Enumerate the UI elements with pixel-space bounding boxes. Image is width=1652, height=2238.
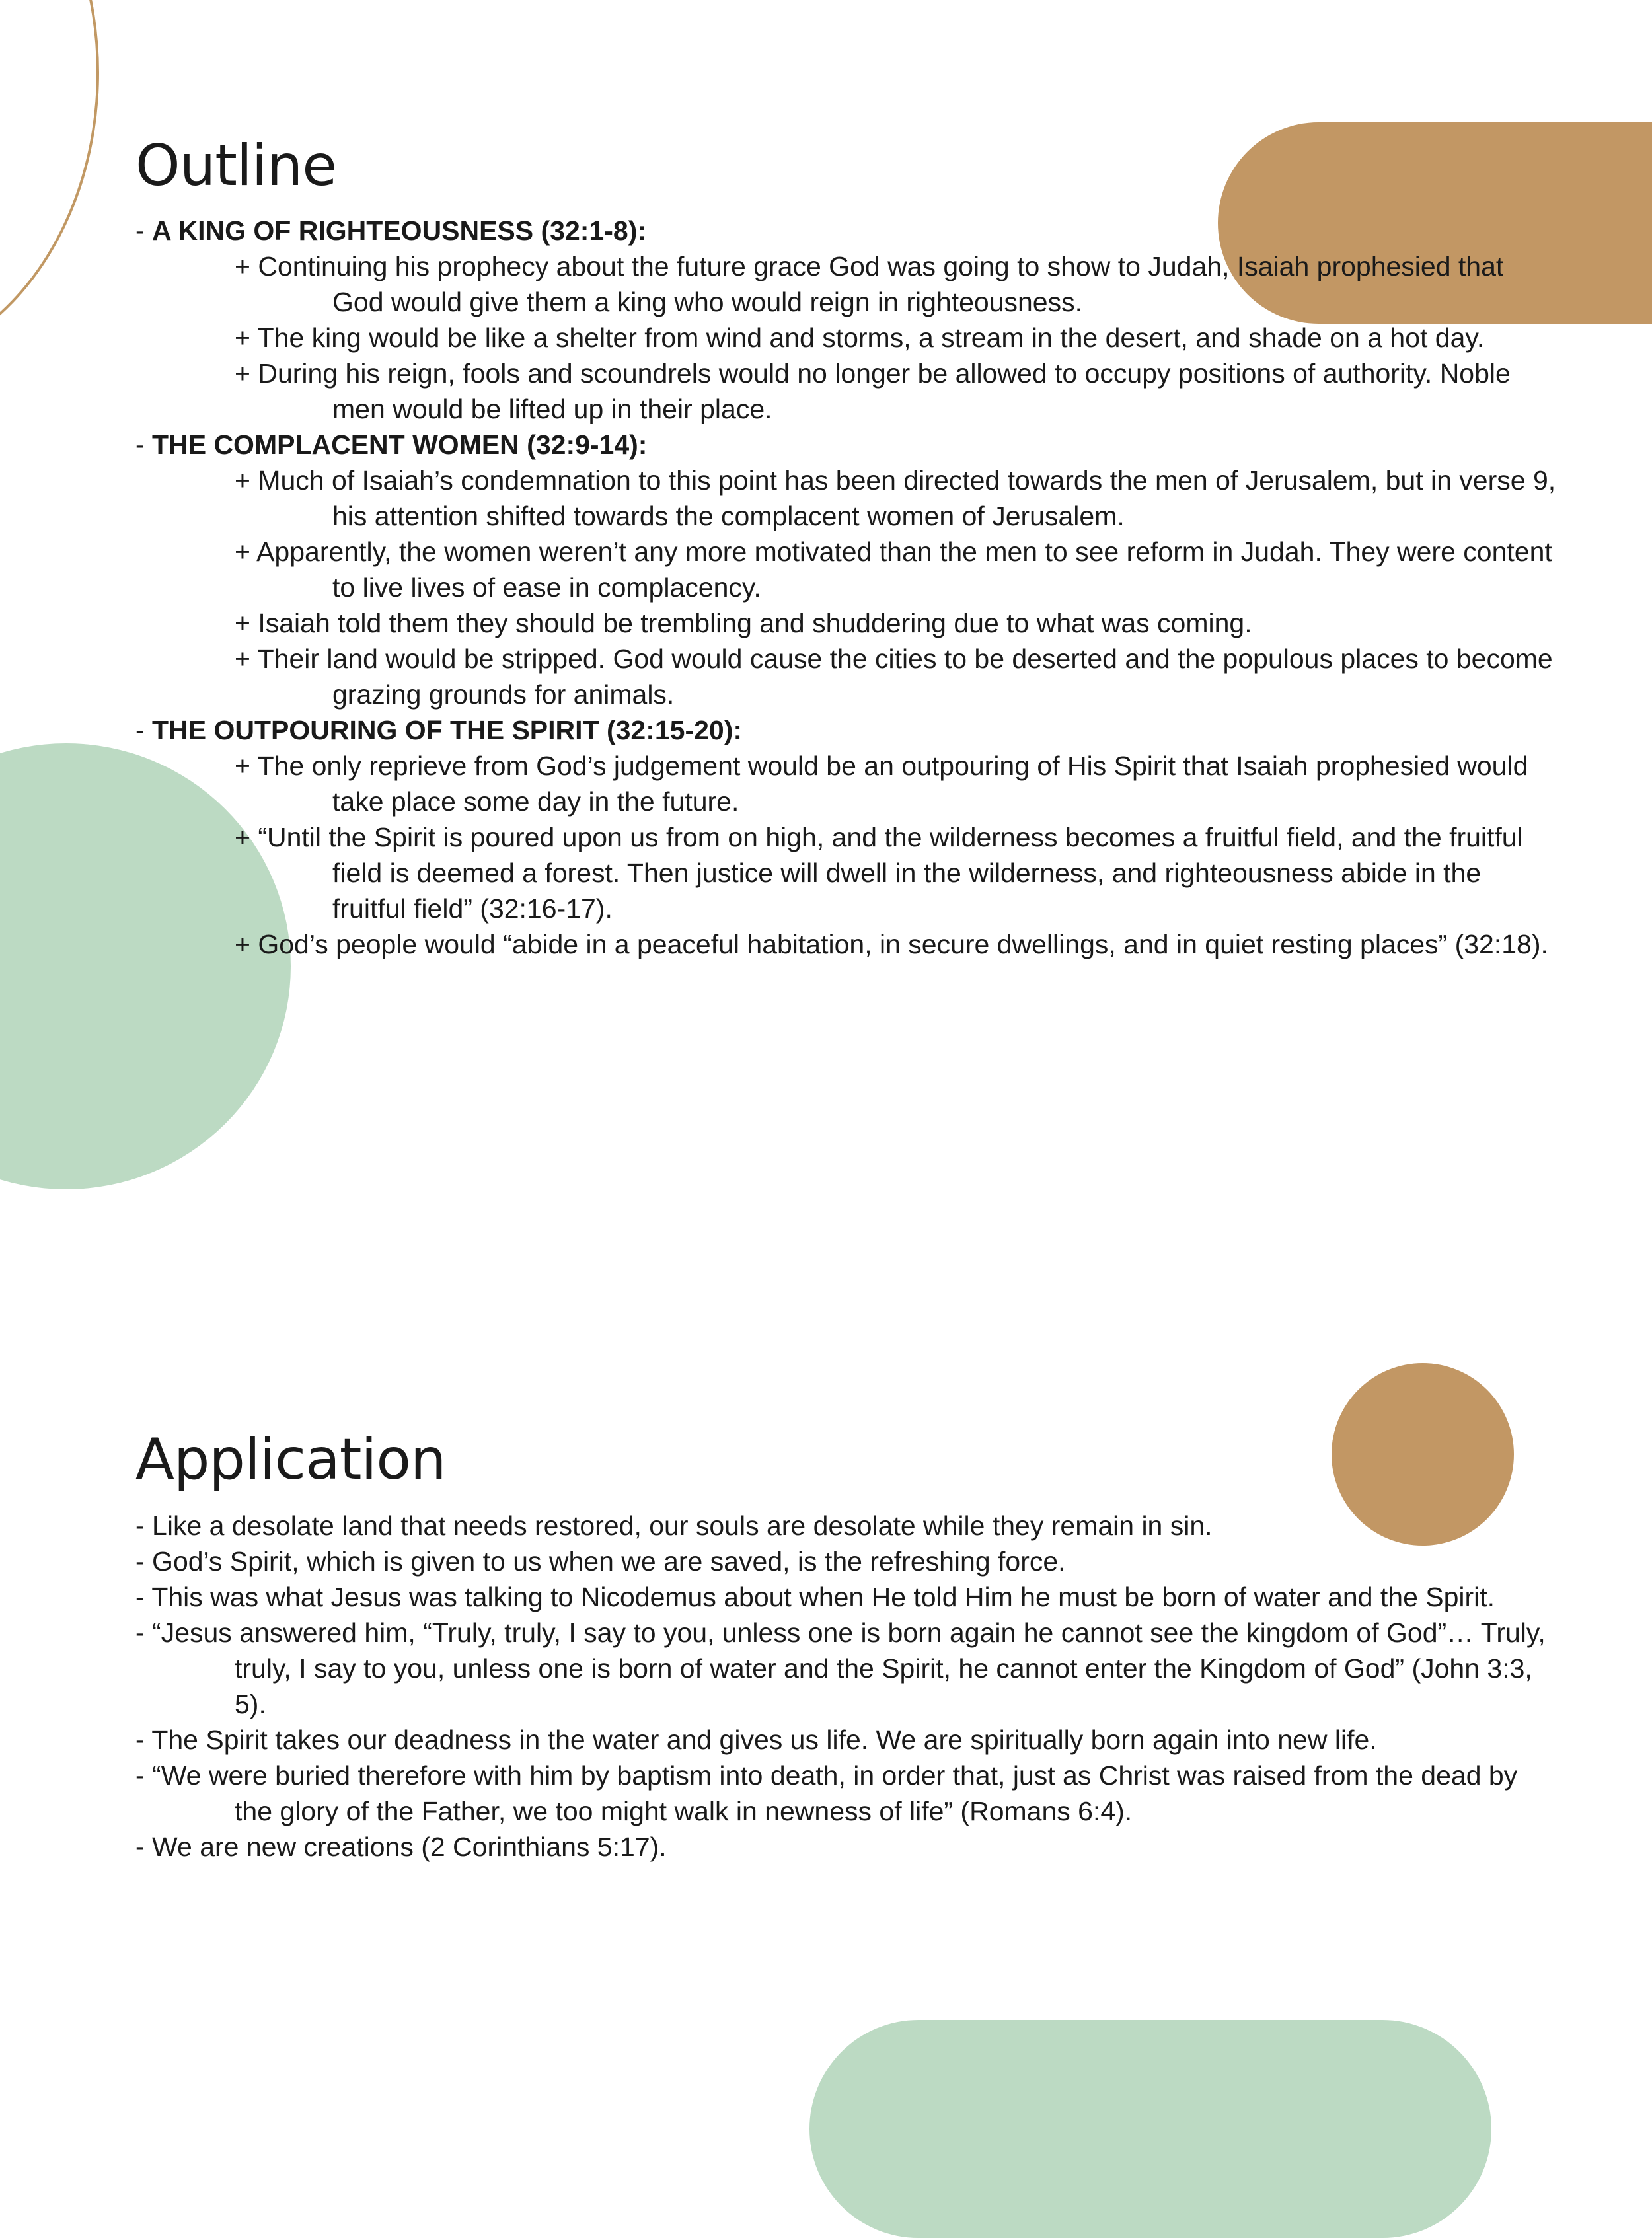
outline-point-text: During his reign, fools and scoundrels would no longer be allowed to occupy positions of authority. Noble men would be lifted up in their place. — [258, 358, 1511, 424]
dash-marker: - — [135, 1582, 152, 1612]
outline-heading-text: THE COMPLACENT WOMEN (32:9-14): — [152, 429, 648, 460]
outline-point — [235, 463, 1556, 534]
outline-point — [235, 248, 1556, 320]
application-body — [135, 1508, 1556, 1865]
outline-heading — [135, 712, 1556, 748]
outline-point — [235, 748, 1556, 819]
plus-marker: + — [235, 608, 258, 638]
outline-point — [235, 926, 1556, 962]
plus-marker: + — [235, 929, 258, 959]
outline-point-text: Their land would be stripped. God would cause the cities to be deserted and the populous places to become grazing grounds for animals. — [257, 644, 1553, 710]
application-item-text: “Jesus answered him, “Truly, truly, I say to you, unless one is born again he cannot see the kingdom of God”… Truly, truly, I say to you, unless one is born of water and the Spirit, he cannot enter the Kingdom of God” (John 3:3, 5). — [152, 1618, 1546, 1719]
application-item-text: “We were buried therefore with him by baptism into death, in order that, just as Christ was raised from the dead by the glory of the Father, we too might walk in newness of life” (Romans 6:4). — [152, 1760, 1518, 1826]
outline-point-text: Much of Isaiah’s condemnation to this point has been directed towards the men of Jerusalem, but in verse 9, his attention shifted towards the complacent women of Jerusalem. — [258, 465, 1556, 531]
dash-marker: - — [135, 215, 153, 246]
outline-point-text: The king would be like a shelter from wind and storms, a stream in the desert, and shade on a hot day. — [257, 322, 1485, 353]
decorative-pill-bottom — [809, 2020, 1491, 2238]
application-item-text: This was what Jesus was talking to Nicodemus about when He told Him he must be born of water and the Spirit. — [151, 1582, 1495, 1612]
plus-marker: + — [235, 537, 257, 567]
outline-heading — [135, 427, 1556, 463]
dash-marker: - — [135, 1546, 153, 1577]
outline-heading-text: THE OUTPOURING OF THE SPIRIT (32:15-20): — [152, 715, 743, 745]
outline-body — [135, 213, 1556, 962]
application-item — [135, 1508, 1556, 1544]
application-title: Application — [135, 1427, 446, 1493]
decorative-ring — [0, 0, 99, 370]
outline-point-text: “Until the Spirit is poured upon us from on high, and the wilderness becomes a fruitful field, and the fruitful field is deemed a forest. Then justice will dwell in the wilderness, and righteousness abide in the fruitful field” (32:16-17). — [258, 822, 1523, 924]
application-item — [135, 1722, 1556, 1758]
application-item — [135, 1758, 1556, 1829]
plus-marker: + — [235, 751, 258, 781]
outline-point-text: Isaiah told them they should be trembling and shuddering due to what was coming. — [258, 608, 1252, 638]
outline-heading-text: A KING OF RIGHTEOUSNESS (32:1-8): — [152, 215, 646, 246]
application-item — [135, 1615, 1556, 1722]
dash-marker: - — [135, 429, 153, 460]
application-item-text: Like a desolate land that needs restored, our souls are desolate while they remain in sin. — [152, 1511, 1213, 1541]
outline-point-text: Apparently, the women weren’t any more motivated than the men to see reform in Judah. They were content to live lives of ease in complacency. — [256, 537, 1552, 603]
application-item-text: The Spirit takes our deadness in the water and gives us life. We are spiritually born again into new life. — [151, 1725, 1377, 1755]
application-item — [135, 1544, 1556, 1579]
outline-point — [235, 641, 1556, 712]
outline-point — [235, 320, 1556, 355]
plus-marker: + — [235, 644, 258, 674]
application-item-text: God’s Spirit, which is given to us when we are saved, is the refreshing force. — [152, 1546, 1066, 1577]
dash-marker: - — [135, 1511, 153, 1541]
outline-point — [235, 605, 1556, 641]
outline-point-text: Continuing his prophecy about the future grace God was going to show to Judah, Isaiah prophesied that God would give them a king who would reign in righteousness. — [258, 251, 1504, 317]
plus-marker: + — [235, 251, 258, 281]
dash-marker: - — [135, 1760, 153, 1791]
plus-marker: + — [235, 322, 258, 353]
outline-point — [235, 355, 1556, 427]
application-item — [135, 1829, 1556, 1865]
dash-marker: - — [135, 1832, 153, 1862]
plus-marker: + — [235, 822, 258, 852]
outline-point-text: The only reprieve from God’s judgement would be an outpouring of His Spirit that Isaiah prophesied would take place some day in the future. — [257, 751, 1528, 817]
dash-marker: - — [135, 1618, 153, 1648]
outline-point — [235, 819, 1556, 926]
outline-point — [235, 534, 1556, 605]
plus-marker: + — [235, 465, 258, 496]
dash-marker: - — [135, 1725, 152, 1755]
outline-title: Outline — [135, 133, 337, 199]
application-item-text: We are new creations (2 Corinthians 5:17). — [152, 1832, 667, 1862]
application-item — [135, 1579, 1556, 1615]
outline-heading — [135, 213, 1556, 248]
dash-marker: - — [135, 715, 153, 745]
plus-marker: + — [235, 358, 258, 389]
outline-point-text: God’s people would “abide in a peaceful habitation, in secure dwellings, and in quiet resting places” (32:18). — [258, 929, 1548, 959]
